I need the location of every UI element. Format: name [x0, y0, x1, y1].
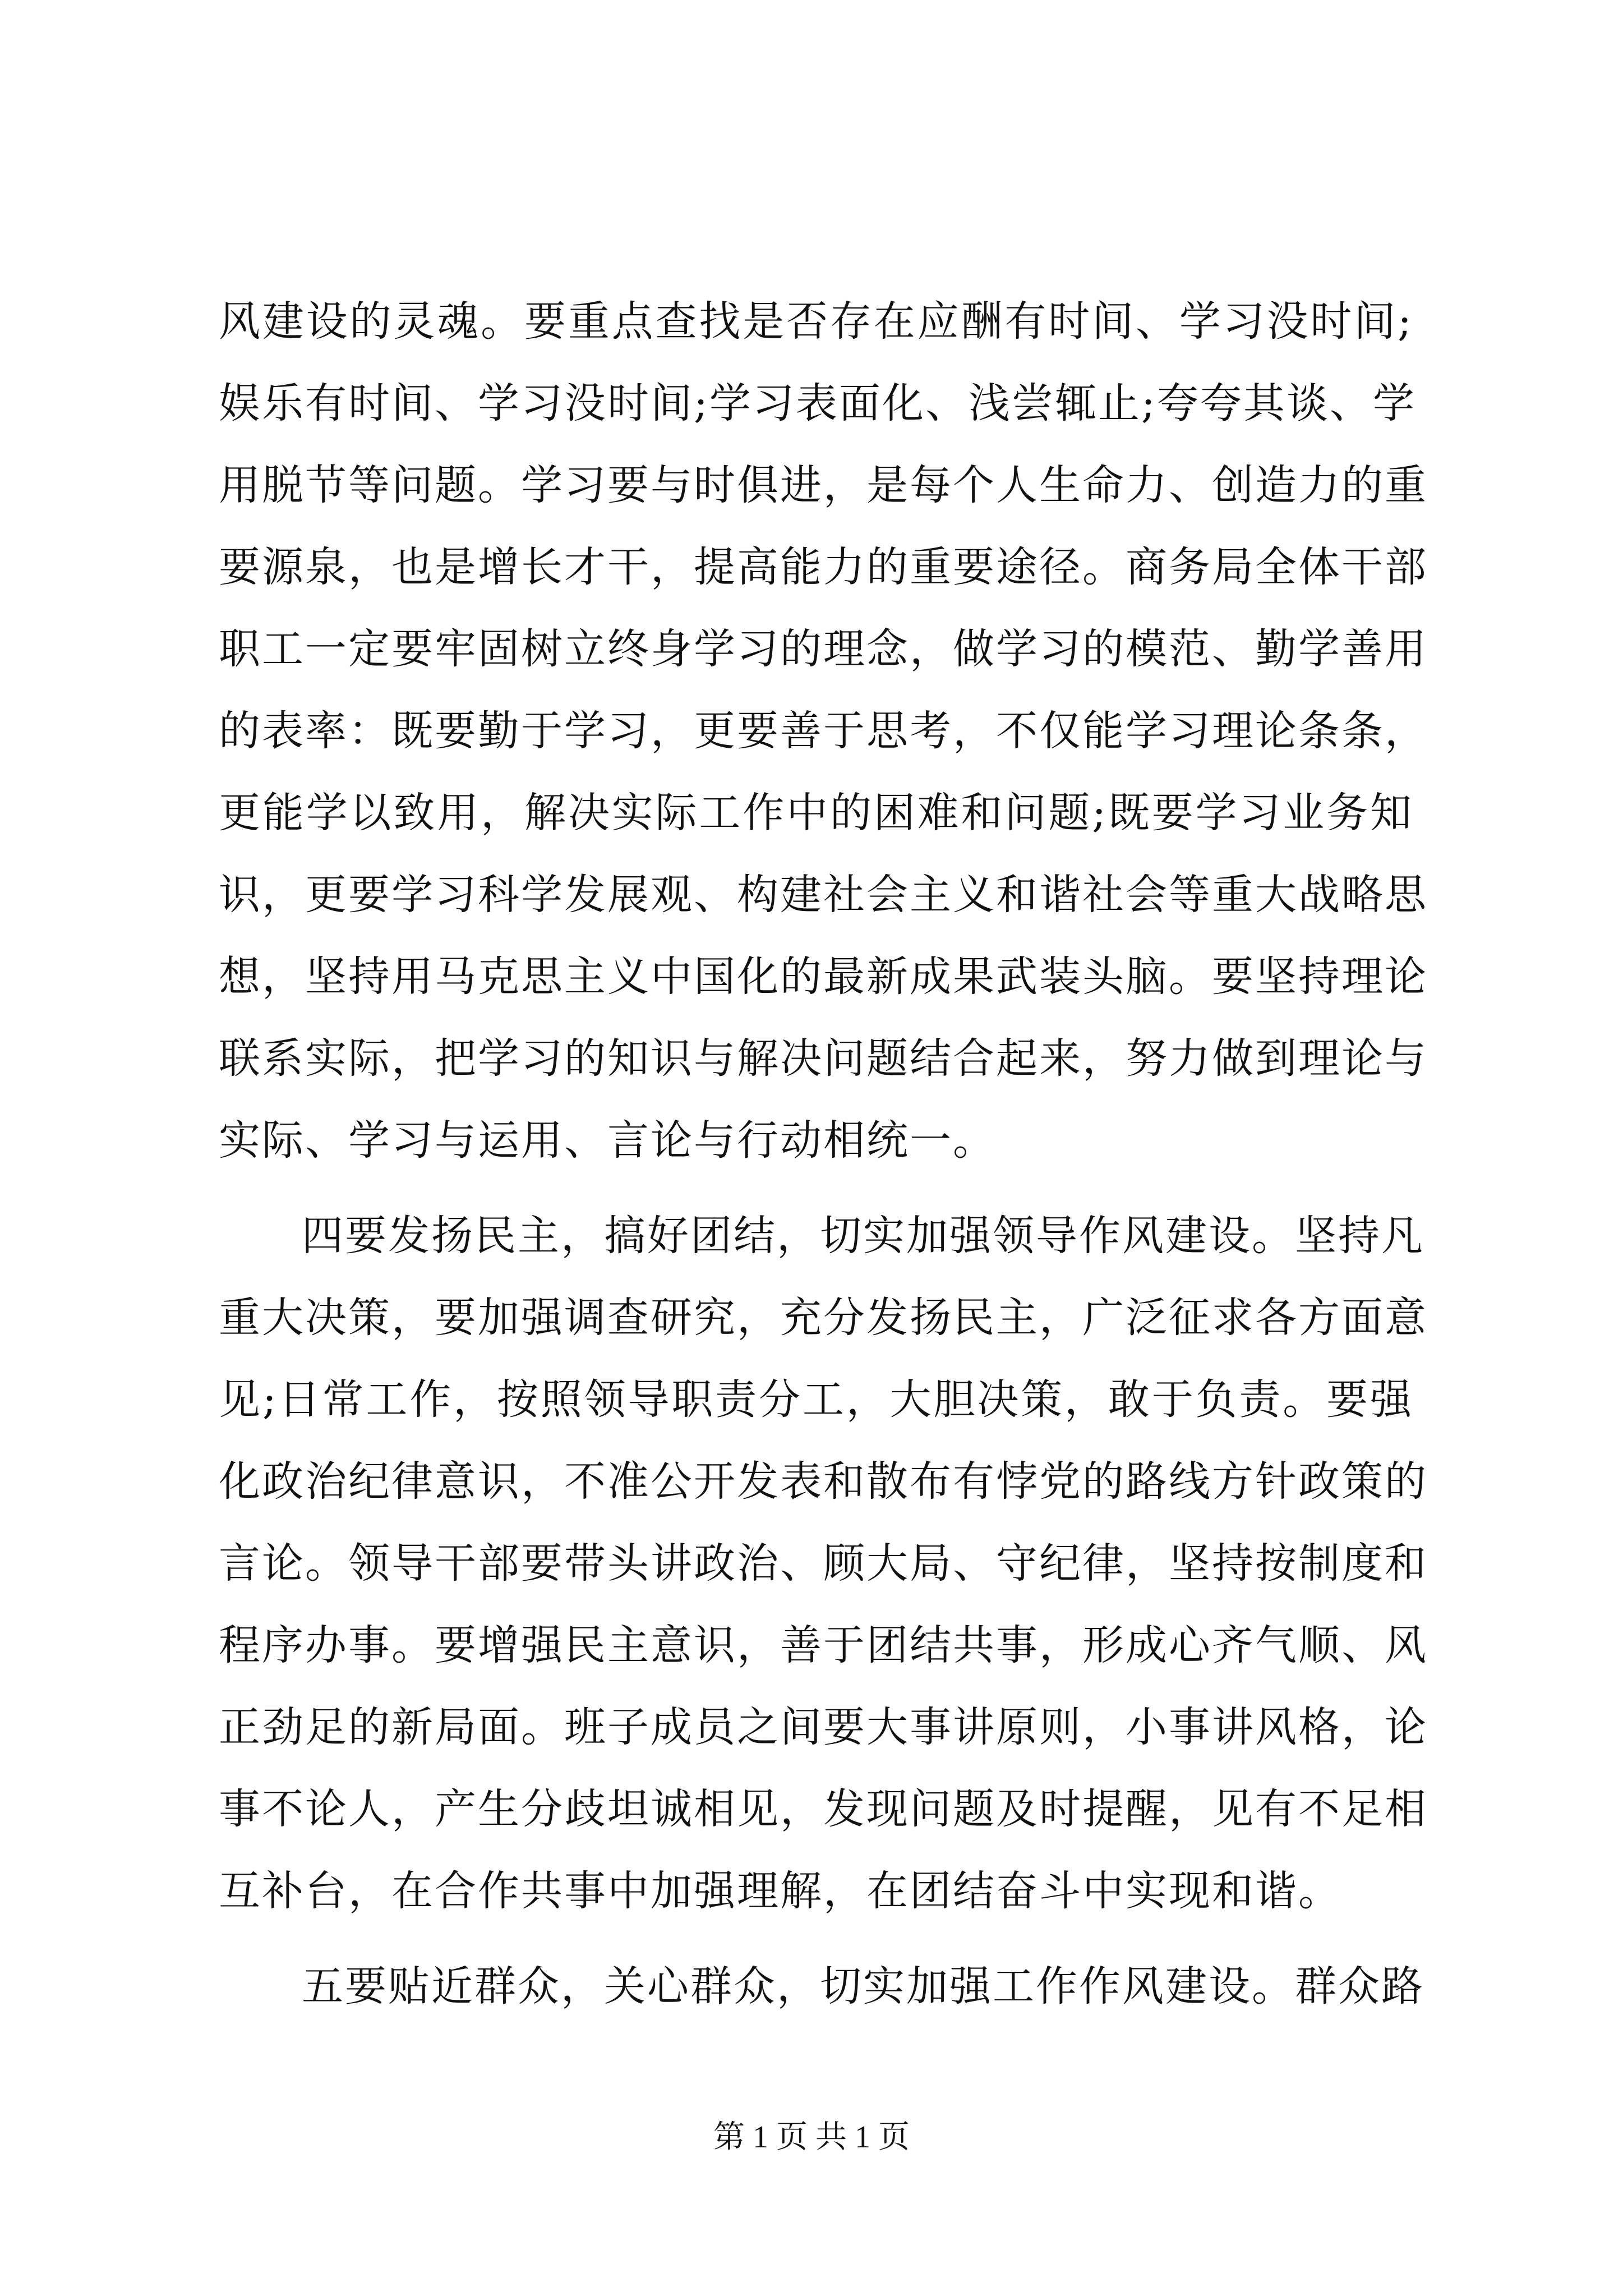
- text-line: 四要发扬民主，搞好团结，切实加强领导作风建设。坚持凡: [302, 1212, 1424, 1260]
- text-line: 想，坚持用马克思主义中国化的最新成果武装头脑。要坚持理论: [219, 953, 1428, 1001]
- text-line: 识，更要学习科学发展观、构建社会主义和谐社会等重大战略思: [219, 871, 1428, 919]
- text-line: 言论。领导干部要带头讲政治、顾大局、守纪律，坚持按制度和: [219, 1539, 1428, 1588]
- text-line: 的表率：既要勤于学习，更要善于思考，不仅能学习理论条条，: [219, 707, 1428, 755]
- text-line: 更能学以致用，解决实际工作中的困难和问题;既要学习业务知: [219, 789, 1413, 837]
- text-line: 五要贴近群众，关心群众，切实加强工作作风建设。群众路: [302, 1962, 1424, 2010]
- text-line: 联系实际，把学习的知识与解决问题结合起来，努力做到理论与: [219, 1034, 1428, 1083]
- text-line: 事不论人，产生分歧坦诚相见，发现问题及时提醒，见有不足相: [219, 1785, 1428, 1833]
- body-text: [219, 280, 1428, 2027]
- text-line: 用脱节等问题。学习要与时俱进，是每个人生命力、创造力的重: [219, 461, 1428, 509]
- text-line: 要源泉，也是增长才干，提高能力的重要途径。商务局全体干部: [219, 543, 1428, 591]
- text-line: 程序办事。要增强民主意识，善于团结共事，形成心齐气顺、风: [219, 1621, 1428, 1669]
- text-line: 重大决策，要加强调查研究，充分发扬民主，广泛征求各方面意: [219, 1294, 1428, 1342]
- text-line: 见;日常工作，按照领导职责分工，大胆决策，敢于负责。要强: [219, 1375, 1413, 1424]
- paragraph-1: [219, 280, 1428, 1181]
- text-line: 娱乐有时间、学习没时间;学习表面化、浅尝辄止;夸夸其谈、学: [219, 379, 1416, 427]
- text-line: 风建设的灵魂。要重点查找是否存在应酬有时间、学习没时间;: [219, 297, 1413, 346]
- text-line: 正劲足的新局面。班子成员之间要大事讲原则，小事讲风格，论: [219, 1703, 1428, 1751]
- paragraph-2: [219, 1195, 1428, 1932]
- text-line: 职工一定要牢固树立终身学习的理念，做学习的模范、勤学善用: [219, 625, 1428, 673]
- text-line: 互补台，在合作共事中加强理解，在团结奋斗中实现和谐。: [219, 1867, 1341, 1915]
- page-number-footer: 第 1 页 共 1 页: [713, 2120, 910, 2155]
- paragraph-3: [219, 1945, 1424, 2027]
- text-line: 化政治纪律意识，不准公开发表和散布有悖党的路线方针政策的: [219, 1457, 1428, 1506]
- text-line: 实际、学习与运用、言论与行动相统一。: [219, 1116, 996, 1165]
